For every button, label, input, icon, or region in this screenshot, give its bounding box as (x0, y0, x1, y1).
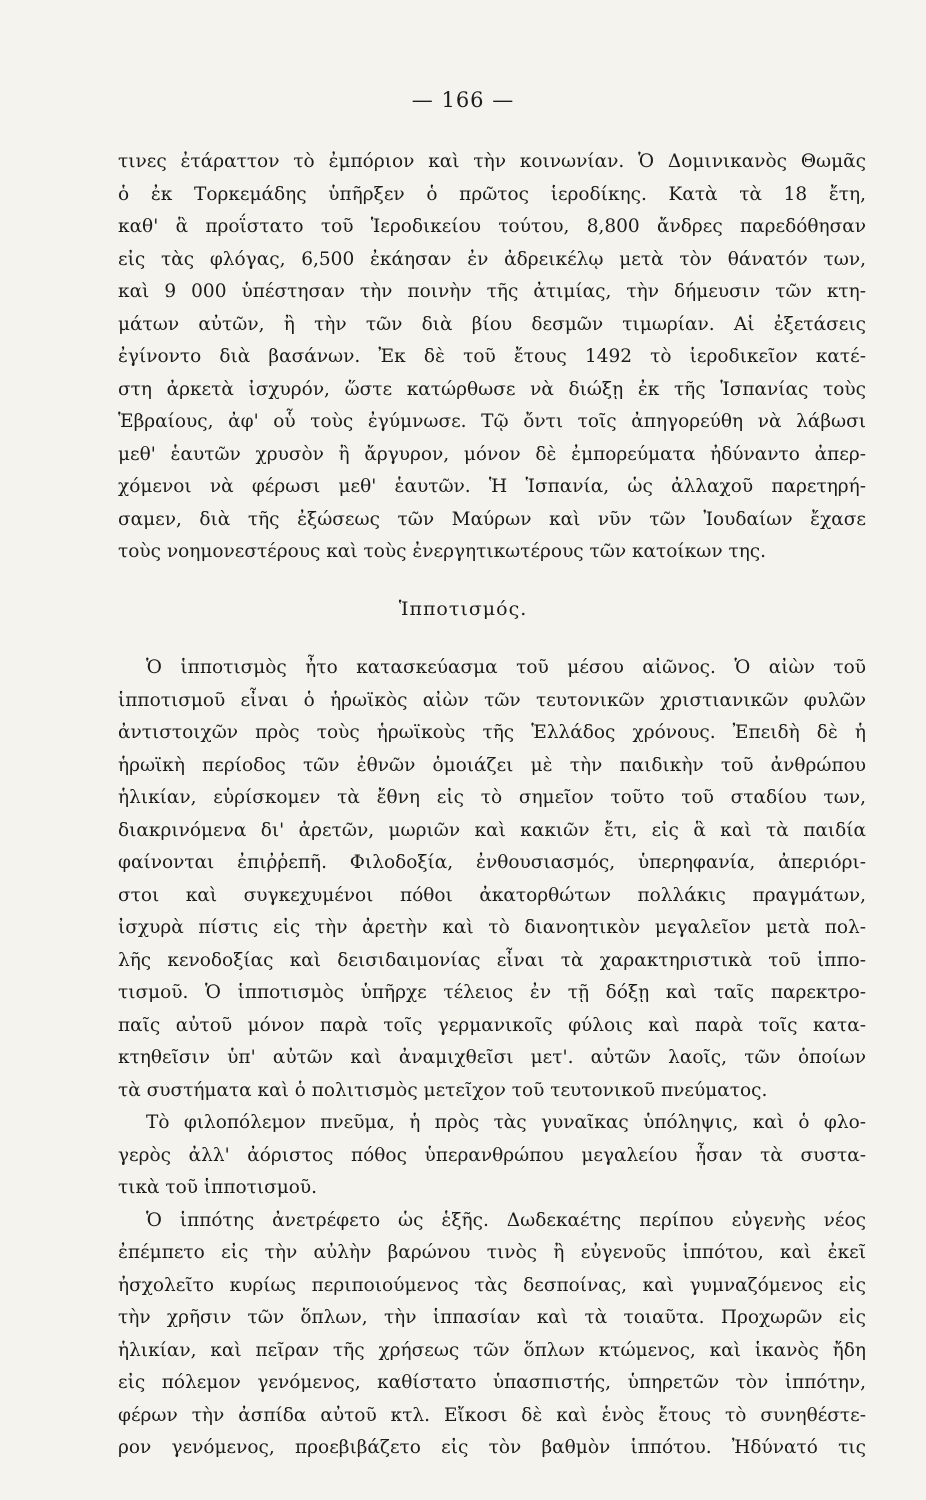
text-line: τικὰ τοῦ ἱπποτισμοῦ. (118, 1177, 318, 1198)
text-line: τινες ἐτάραττον τὸ ἐμπόριον καὶ τὴν κοινωνίαν. Ὁ Δομινικανὸς Θωμᾶς (118, 151, 866, 172)
text-line: ἠσχολεῖτο κυρίως περιποιούμενος τὰς δεσποίνας, καὶ γυμναζόμενος εἰς (118, 1274, 866, 1296)
paragraph-chivalry-intro (118, 652, 866, 1107)
text-line: ἡλικίαν, καὶ πεῖραν τῆς χρήσεως τῶν ὅπλων κτώμενος, καὶ ἱκανὸς ἤδη (118, 1339, 866, 1361)
text-line: ἐγίνοντο διὰ βασάνων. Ἐκ δὲ τοῦ ἔτους 1492 τὸ ἱεροδικεῖον κατέ- (118, 346, 866, 367)
paragraph-chivalry-spirit (118, 1107, 866, 1205)
text-line: παῖς αὐτοῦ μόνον παρὰ τοῖς γερμανικοῖς φύλοις καὶ παρὰ τοῖς κατα- (118, 1014, 866, 1036)
text-line: στη ἀρκετὰ ἰσχυρόν, ὥστε κατώρθωσε νὰ διώξῃ ἐκ τῆς Ἱσπανίας τοὺς (118, 378, 866, 400)
page-number: — 166 — (411, 88, 515, 112)
text-line: φαίνονται ἐπιῤῥεπῆ. Φιλοδοξία, ἐνθουσιασμός, ὑπερηφανία, ἀπεριόρι- (118, 852, 866, 873)
text-line: ὁ ἐκ Τορκεμάδης ὑπῆρξεν ὁ πρῶτος ἱεροδίκης. Κατὰ τὰ 18 ἔτη, (118, 183, 866, 205)
text-line: Ὁ ἱπποτισμὸς ἦτο κατασκεύασμα τοῦ μέσου αἰῶνος. Ὁ αἰὼν τοῦ (146, 657, 866, 678)
text-line: εἰς πόλεμον γενόμενος, καθίστατο ὑπασπιστής, ὑπηρετῶν τὸν ἱππότην, (118, 1372, 866, 1393)
text-line: χόμενοι νὰ φέρωσι μεθ' ἑαυτῶν. Ἡ Ἱσπανία, ὡς ἀλλαχοῦ παρετηρή- (118, 476, 866, 497)
text-line: ἱπποτισμοῦ εἶναι ὁ ἡρωϊκὸς αἰὼν τῶν τευτονικῶν χριστιανικῶν φυλῶν (118, 689, 866, 711)
text-line: λῆς κενοδοξίας καὶ δεισιδαιμονίας εἶναι τὰ χαρακτηριστικὰ τοῦ ἱππο- (118, 949, 866, 971)
text-line: στοι καὶ συγκεχυμένοι πόθοι ἀκατορθώτων πολλάκις πραγμάτων, (118, 884, 866, 906)
text-line: φέρων τὴν ἀσπίδα αὐτοῦ κτλ. Εἴκοσι δὲ καὶ ἑνὸς ἔτους τὸ συνηθέστε- (118, 1404, 866, 1426)
text-line: κτηθεῖσιν ὑπ' αὐτῶν καὶ ἀναμιχθεῖσι μετ'. αὐτῶν λαοῖς, τῶν ὁποίων (118, 1047, 866, 1068)
text-line: καὶ 9 000 ὑπέστησαν τὴν ποινὴν τῆς ἀτιμίας, τὴν δήμευσιν τῶν κτη- (118, 281, 866, 302)
section-chivalry (118, 652, 866, 1465)
paragraph-inquisition (118, 146, 866, 569)
text-line: ρον γενόμενος, προεβιβάζετο εἰς τὸν βαθμὸν ἱππότου. Ἠδύνατό τις (118, 1437, 866, 1458)
section-heading: Ἱπποτισμός. (398, 598, 528, 620)
text-line: ἀντιστοιχῶν πρὸς τοὺς ἡρωϊκοὺς τῆς Ἑλλάδος χρόνους. Ἐπειδὴ δὲ ἡ (118, 722, 866, 743)
text-line: μεθ' ἑαυτῶν χρυσὸν ἢ ἄργυρον, μόνον δὲ ἐμπορεύματα ἠδύναντο ἀπερ- (118, 443, 866, 465)
text-line: γερὸς ἀλλ' ἀόριστος πόθος ὑπερανθρώπου μεγαλείου ἦσαν τὰ συστα- (118, 1144, 866, 1166)
text-line: τὴν χρῆσιν τῶν ὅπλων, τὴν ἱππασίαν καὶ τὰ τοιαῦτα. Προχωρῶν εἰς (118, 1307, 866, 1328)
text-line: τοὺς νοημονεστέρους καὶ τοὺς ἐνεργητικωτέρους τῶν κατοίκων της. (118, 541, 767, 562)
text-line: ἡλικίαν, εὑρίσκομεν τὰ ἔθνη εἰς τὸ σημεῖον τοῦτο τοῦ σταδίου των, (118, 787, 866, 808)
text-line: Τὸ φιλοπόλεμον πνεῦμα, ἡ πρὸς τὰς γυναῖκας ὑπόληψις, καὶ ὁ φλο- (146, 1112, 866, 1133)
text-line: εἰς τὰς φλόγας, 6,500 ἐκάησαν ἐν ἀδρεικέλῳ μετὰ τὸν θάνατόν των, (118, 248, 866, 270)
text-line: ἡρωϊκὴ περίοδος τῶν ἐθνῶν ὁμοιάζει μὲ τὴν παιδικὴν τοῦ ἀνθρώπου (118, 754, 866, 776)
text-line: σαμεν, διὰ τῆς ἐξώσεως τῶν Μαύρων καὶ νῦν τῶν Ἰουδαίων ἔχασε (118, 508, 866, 530)
text-line: ἐπέμπετο εἰς τὴν αὐλὴν βαρώνου τινὸς ἢ εὐγενοῦς ἱππότου, καὶ ἐκεῖ (118, 1242, 866, 1263)
text-line: μάτων αὐτῶν, ἢ τὴν τῶν διὰ βίου δεσμῶν τιμωρίαν. Αἱ ἐξετάσεις (118, 313, 866, 335)
text-line: τὰ συστήματα καὶ ὁ πολιτισμὸς μετεῖχον τοῦ τευτονικοῦ πνεύματος. (118, 1079, 768, 1101)
text-line: ἰσχυρὰ πίστις εἰς τὴν ἀρετὴν καὶ τὸ διανοητικὸν μεγαλεῖον μετὰ πολ- (118, 917, 866, 938)
text-line: Ἑβραίους, ἀφ' οὗ τοὺς ἐγύμνωσε. Τῷ ὄντι τοῖς ἀπηγορεύθη νὰ λάβωσι (118, 411, 866, 432)
text-line: καθ' ἃ προΐστατο τοῦ Ἱεροδικείου τούτου, 8,800 ἄνδρες παρεδόθησαν (118, 216, 866, 237)
text-line: τισμοῦ. Ὁ ἱπποτισμὸς ὑπῆρχε τέλειος ἐν τῇ δόξῃ καὶ ταῖς παρεκτρο- (118, 982, 866, 1003)
paragraph-knight-upbringing (118, 1205, 866, 1465)
text-line: διακρινόμενα δι' ἀρετῶν, μωριῶν καὶ κακιῶν ἔτι, εἰς ἃ καὶ τὰ παιδία (118, 819, 866, 841)
text-line: Ὁ ἱππότης ἀνετρέφετο ὡς ἑξῆς. Δωδεκαέτης περίπου εὐγενὴς νέος (146, 1209, 866, 1231)
